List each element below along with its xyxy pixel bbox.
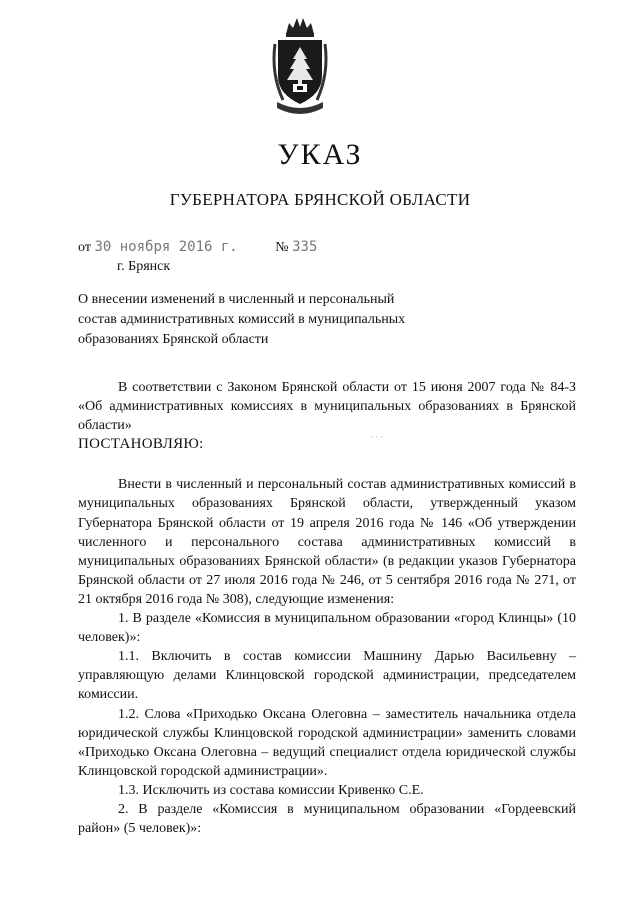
preamble-paragraph: В соответствии с Законом Брянской области от 15 июня 2007 года № 84-З «Об административных комиссиях в муниципальных образованиях в Брянской области» — [78, 380, 576, 434]
document-city: г. Брянск — [117, 259, 171, 274]
number-label: № — [275, 240, 289, 255]
document-subject — [78, 290, 458, 350]
item-1-2: 1.2. Слова «Приходько Оксана Олеговна – заместитель начальника отдела юридической службы Клинцовской городской администрации» заменить словами «Приходько Оксана Олеговна – ведущий специалист отдела юридической службы Клинцовской городской администрации». — [78, 706, 576, 779]
item-1-3: 1.3. Исключить из состава комиссии Кривенко С.Е. — [118, 782, 424, 798]
document-issuer: ГУБЕРНАТОРА БРЯНСКОЙ ОБЛАСТИ — [169, 190, 471, 209]
subject-line: О внесении изменений в численный и персональный — [78, 292, 395, 307]
item-1: 1. В разделе «Комиссия в муниципальном образовании «город Клинцы» (10 человек)»: — [78, 611, 576, 646]
subject-line: образованиях Брянской области — [78, 332, 269, 347]
document-number: 335 — [292, 239, 318, 255]
item-2: 2. В разделе «Комиссия в муниципальном образовании «Гордеевский район» (5 человек)»: — [78, 801, 576, 837]
date-prefix: от — [78, 240, 91, 255]
document-title: УКАЗ — [277, 138, 363, 171]
document-date: 30 ноября 2016 г. — [94, 239, 238, 255]
coat-of-arms-emblem — [269, 14, 331, 122]
intro-paragraph: Внести в численный и персональный состав административных комиссий в муниципальных образованиях Брянской области, утвержденный указом Губернатора Брянской области от 19 апреля 2016 года № 146 «Об утверждении численного и персонального состава административных комиссий в муниципальных образованиях Брянской области» (в редакции указов Губернатора Брянской области от 27 июля 2016 года № 246, от 5 сентября 2016 года № 271, от 21 октября 2016 года № 308), следующие изменения: — [78, 477, 576, 607]
decree-word: ПОСТАНОВЛЯЮ: — [78, 436, 204, 453]
date-number-line — [78, 239, 317, 256]
item-1-1: 1.1. Включить в состав комиссии Машнину Дарью Васильевну – управляющую делами Клинцовской городской администрации, председателем комиссии. — [78, 649, 576, 703]
scan-artifact: · · · — [370, 432, 384, 442]
document-body — [78, 378, 576, 838]
subject-line: состав административных комиссий в муниципальных — [78, 312, 406, 327]
